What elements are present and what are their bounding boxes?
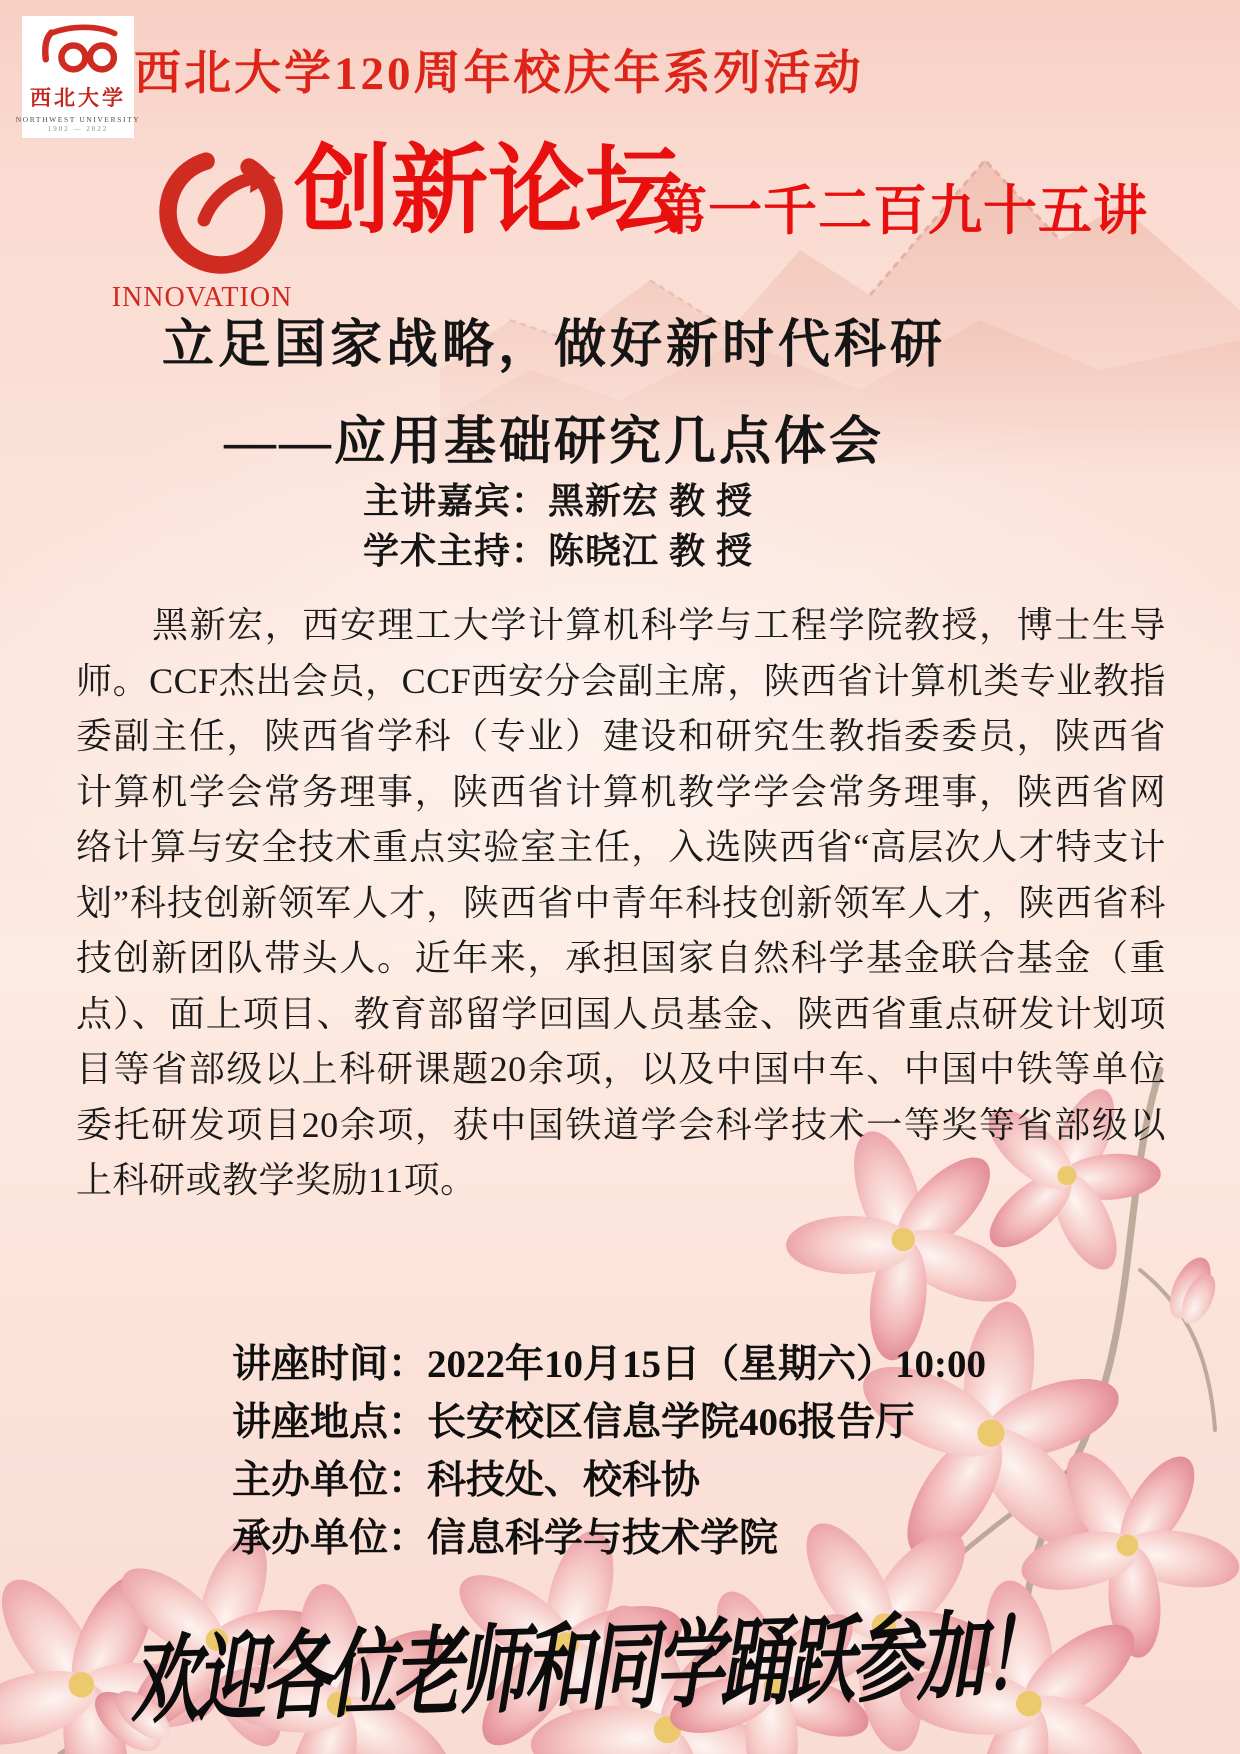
lecture-title-line1: 立足国家战略，做好新时代科研 [161,317,946,374]
nwu-anniversary-logo [15,16,141,138]
detail-time [232,1336,986,1394]
forum-title: 创新论坛 [294,136,682,245]
host-label: 学术主持： [362,531,548,571]
welcome-message [0,1592,1240,1736]
welcome-text: 欢迎各位老师和同学踊跃参加！ [129,1601,1049,1736]
event-details [232,1336,986,1568]
nwu-logo-mark-icon [32,22,124,80]
lecture-title [0,302,1174,474]
series-title: 西北大学120周年校庆年系列活动 [134,48,864,100]
detail-location [232,1394,986,1452]
innovation-label: INNOVATION [111,282,293,313]
nwu-logo-years: 1902 — 2022 [47,125,109,133]
speakers-block [0,476,1178,576]
detail-undertaker-label: 承办单位： [232,1517,428,1560]
speaker-name: 黑新宏 教 授 [548,481,754,521]
detail-time-label: 讲座时间： [232,1343,428,1386]
speaker-label: 主讲嘉宾： [362,481,548,521]
detail-undertaker [232,1510,986,1568]
host-row [0,526,1178,576]
nwu-logo-name-cn: 西北大学 [30,86,126,110]
detail-organizer-value: 科技处、校科协 [427,1459,701,1502]
innovation-swirl-icon [148,134,296,284]
speaker-bio: 黑新宏，西安理工大学计算机科学与工程学院教授，博士生导师。CCF杰出会员，CCF西安分会副主席，陕西省计算机类专业教指委副主任，陕西省学科（专业）建设和研究生教指委委员，陕西省计算机学会常务理事，陕西省计算机教学学会常务理事，陕西省网络计算与安全技术重点实验室主任，入选陕西省“高层次人才特支计划”科技创新领军人才，陕西省中青年科技创新领军人才，陕西省科技创新团队带头人。近年来，承担国家自然科学基金联合基金（重点）、面上项目、教育部留学回国人员基金、陕西省重点研发计划项目等省部级以上科研课题20余项，以及中国中车、中国中铁等单位委托研发项目20余项，获中国铁道学会科学技术一等奖等省部级以上科研或教学奖励11项。 [76,605,1166,1200]
detail-time-value: 2022年10月15日（星期六）10:00 [427,1343,987,1386]
detail-organizer [232,1452,986,1510]
detail-location-label: 讲座地点： [232,1401,428,1444]
lecture-number: 第一千二百九十五讲 [653,181,1148,241]
host-name: 陈晓江 教 授 [548,531,754,571]
detail-location-value: 长安校区信息学院406报告厅 [427,1401,915,1444]
speaker-row [0,476,1178,526]
detail-undertaker-value: 信息科学与技术学院 [427,1517,779,1560]
nwu-logo-name-en: NORTHWEST UNIVERSITY [15,115,141,124]
lecture-title-line2: ——应用基础研究几点体会 [223,414,884,471]
detail-organizer-label: 主办单位： [232,1459,428,1502]
